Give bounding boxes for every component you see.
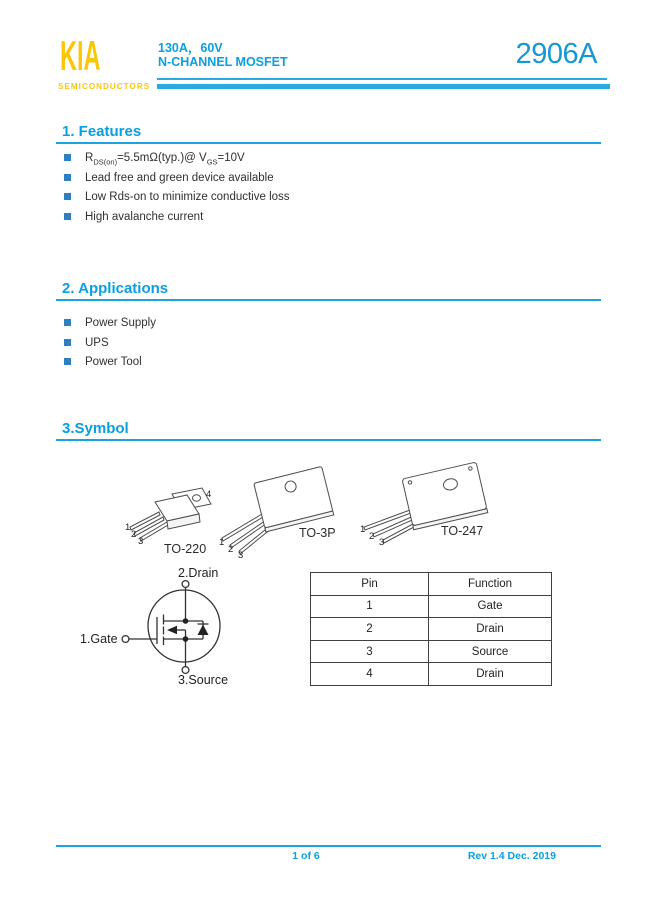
- to-220-label: TO-220: [164, 542, 207, 556]
- function-cell: Gate: [429, 595, 552, 618]
- features-underline: [56, 142, 601, 144]
- features-list: [64, 152, 290, 230]
- pin3-label: 3: [238, 550, 244, 561]
- feature-text: Lead free and green device available: [85, 171, 274, 184]
- header-rule-thin: [157, 78, 607, 80]
- to-247-label: TO-247: [441, 524, 484, 538]
- gate-terminal-label: 1.Gate: [80, 632, 118, 646]
- function-cell: Drain: [429, 663, 552, 686]
- applications-underline: [56, 299, 601, 301]
- pin3-label: 3: [138, 536, 144, 547]
- logo-subtext: SEMICONDUCTORS: [58, 82, 151, 91]
- pin-cell: 2: [311, 618, 429, 641]
- list-item: [64, 211, 290, 223]
- drain-terminal-label: 2.Drain: [178, 566, 219, 580]
- list-item: [64, 317, 156, 329]
- features-heading: 1. Features: [62, 123, 142, 140]
- pin2-label: 2: [228, 544, 234, 555]
- list-item: [64, 152, 290, 167]
- applications-heading: 2. Applications: [62, 280, 169, 297]
- applications-list: [64, 317, 156, 376]
- table-row: [311, 640, 552, 663]
- table-row: [311, 618, 552, 641]
- function-cell: Drain: [429, 618, 552, 641]
- pin-function-table: [310, 572, 552, 686]
- list-item: [64, 172, 290, 184]
- page-number: 1 of 6: [292, 850, 320, 862]
- feature-text: High avalanche current: [85, 210, 204, 223]
- bullet-square-icon: [64, 154, 71, 161]
- mosfet-symbol-diagram: [70, 560, 240, 700]
- symbol-heading: 3.Symbol: [62, 420, 129, 437]
- part-number: 2906A: [515, 38, 597, 70]
- pin2-label: 2: [369, 531, 375, 542]
- pin1-label: 1: [360, 524, 366, 535]
- source-terminal-label: 3.Source: [178, 673, 229, 687]
- function-cell: Source: [429, 640, 552, 663]
- bullet-square-icon: [64, 174, 71, 181]
- list-item: [64, 337, 156, 349]
- bullet-square-icon: [64, 213, 71, 220]
- pin-cell: 4: [311, 663, 429, 686]
- footer-rule: [56, 845, 601, 847]
- application-text: UPS: [85, 336, 109, 349]
- symbol-underline: [56, 439, 601, 441]
- kia-logo: KIA: [60, 32, 101, 79]
- pin-cell: 3: [311, 640, 429, 663]
- spec-line-device-type: N-CHANNEL MOSFET: [158, 55, 288, 69]
- list-item: [64, 191, 290, 203]
- table-row: [311, 663, 552, 686]
- header-rule-thick: [157, 84, 610, 89]
- application-text: Power Supply: [85, 317, 156, 329]
- pin2-label: 2: [131, 529, 137, 540]
- bullet-square-icon: [64, 358, 71, 365]
- to-3p-label: TO-3P: [299, 526, 336, 540]
- pin-column-header: Pin: [311, 573, 429, 596]
- spec-line-current-voltage: 130A，60V: [158, 41, 223, 55]
- bullet-square-icon: [64, 319, 71, 326]
- table-row: [311, 595, 552, 618]
- pin3-label: 3: [379, 537, 385, 548]
- pin1-label: 1: [125, 522, 131, 533]
- application-text: Power Tool: [85, 356, 142, 369]
- pin4-label: 4: [206, 489, 212, 500]
- revision-info: Rev 1.4 Dec. 2019: [467, 850, 556, 862]
- to-247-package-drawing: [350, 458, 518, 556]
- table-header-row: [311, 573, 552, 596]
- pin-cell: 1: [311, 595, 429, 618]
- to-3p-package-drawing: [210, 466, 345, 564]
- function-column-header: Function: [429, 573, 552, 596]
- pin1-label: 1: [219, 537, 225, 548]
- list-item: [64, 356, 156, 368]
- bullet-square-icon: [64, 339, 71, 346]
- bullet-square-icon: [64, 193, 71, 200]
- feature-rds-text: $R_{DS(on)}=5.5m\Omega(typ.)@$ $V_{GS}=10V$: [85, 152, 245, 167]
- feature-text: Low Rds-on to minimize conductive loss: [85, 191, 290, 204]
